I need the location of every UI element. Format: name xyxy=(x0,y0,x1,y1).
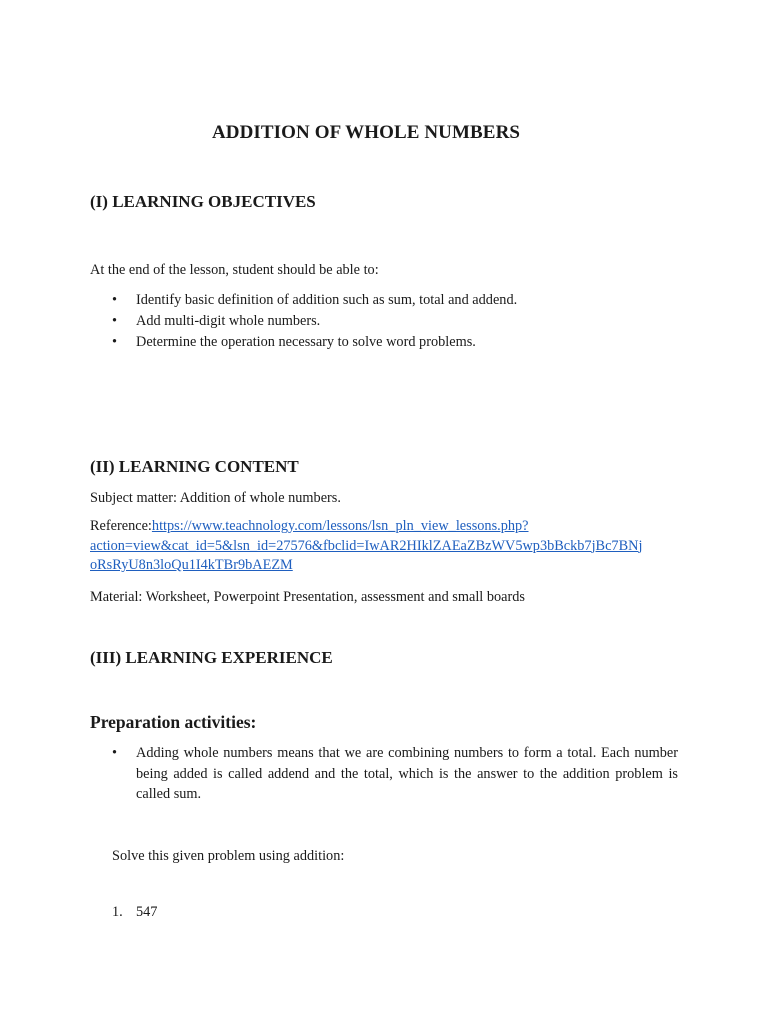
problem-value: 547 xyxy=(136,904,158,920)
problem-number: 1. xyxy=(112,904,123,920)
objective-text: Determine the operation necessary to solve word problems. xyxy=(136,334,476,350)
preparation-text: Adding whole numbers means that we are combining numbers to form a total. Each number being added is called addend and the total, which is the answer to the addition problem is called sum. xyxy=(136,745,678,802)
problem-item xyxy=(112,904,157,921)
preparation-bullet xyxy=(90,743,678,805)
reference-link-cont[interactable]: action=view&cat_id=5&lsn_id=27576&fbclid=IwAR2HIklZAEaZBzWV5wp3bBckb7jBc7BNj xyxy=(90,537,643,554)
list-item xyxy=(90,290,517,311)
reference-link[interactable]: https://www.teachnology.com/lessons/lsn_pln_view_lessons.php? xyxy=(151,518,529,534)
experience-heading: (III) LEARNING EXPERIENCE xyxy=(90,648,333,667)
content-heading: (II) LEARNING CONTENT xyxy=(90,457,299,476)
objectives-intro: At the end of the lesson, student should be able to: xyxy=(90,262,379,278)
material: Material: Worksheet, Powerpoint Presentation, assessment and small boards xyxy=(90,589,525,605)
bullet-icon: • xyxy=(112,745,118,761)
bullet-icon: • xyxy=(112,313,118,329)
reference-label: Reference: xyxy=(90,518,152,534)
document-title: ADDITION OF WHOLE NUMBERS xyxy=(211,122,521,143)
objective-text: Identify basic definition of addition such as sum, total and addend. xyxy=(136,292,518,308)
objectives-list xyxy=(90,290,517,353)
preparation-heading: Preparation activities: xyxy=(90,712,257,732)
list-item xyxy=(90,311,517,332)
reference xyxy=(90,517,690,576)
instruction: Solve this given problem using addition: xyxy=(112,848,345,864)
objective-text: Add multi-digit whole numbers. xyxy=(136,313,321,329)
bullet-icon: • xyxy=(112,334,118,350)
list-item xyxy=(90,332,517,353)
subject-matter: Subject matter: Addition of whole numbers. xyxy=(90,490,341,506)
objectives-heading: (I) LEARNING OBJECTIVES xyxy=(90,192,316,211)
reference-link-cont[interactable]: oRsRyU8n3loQu1I4kTBr9bAEZM xyxy=(90,557,293,573)
bullet-icon: • xyxy=(112,292,118,308)
